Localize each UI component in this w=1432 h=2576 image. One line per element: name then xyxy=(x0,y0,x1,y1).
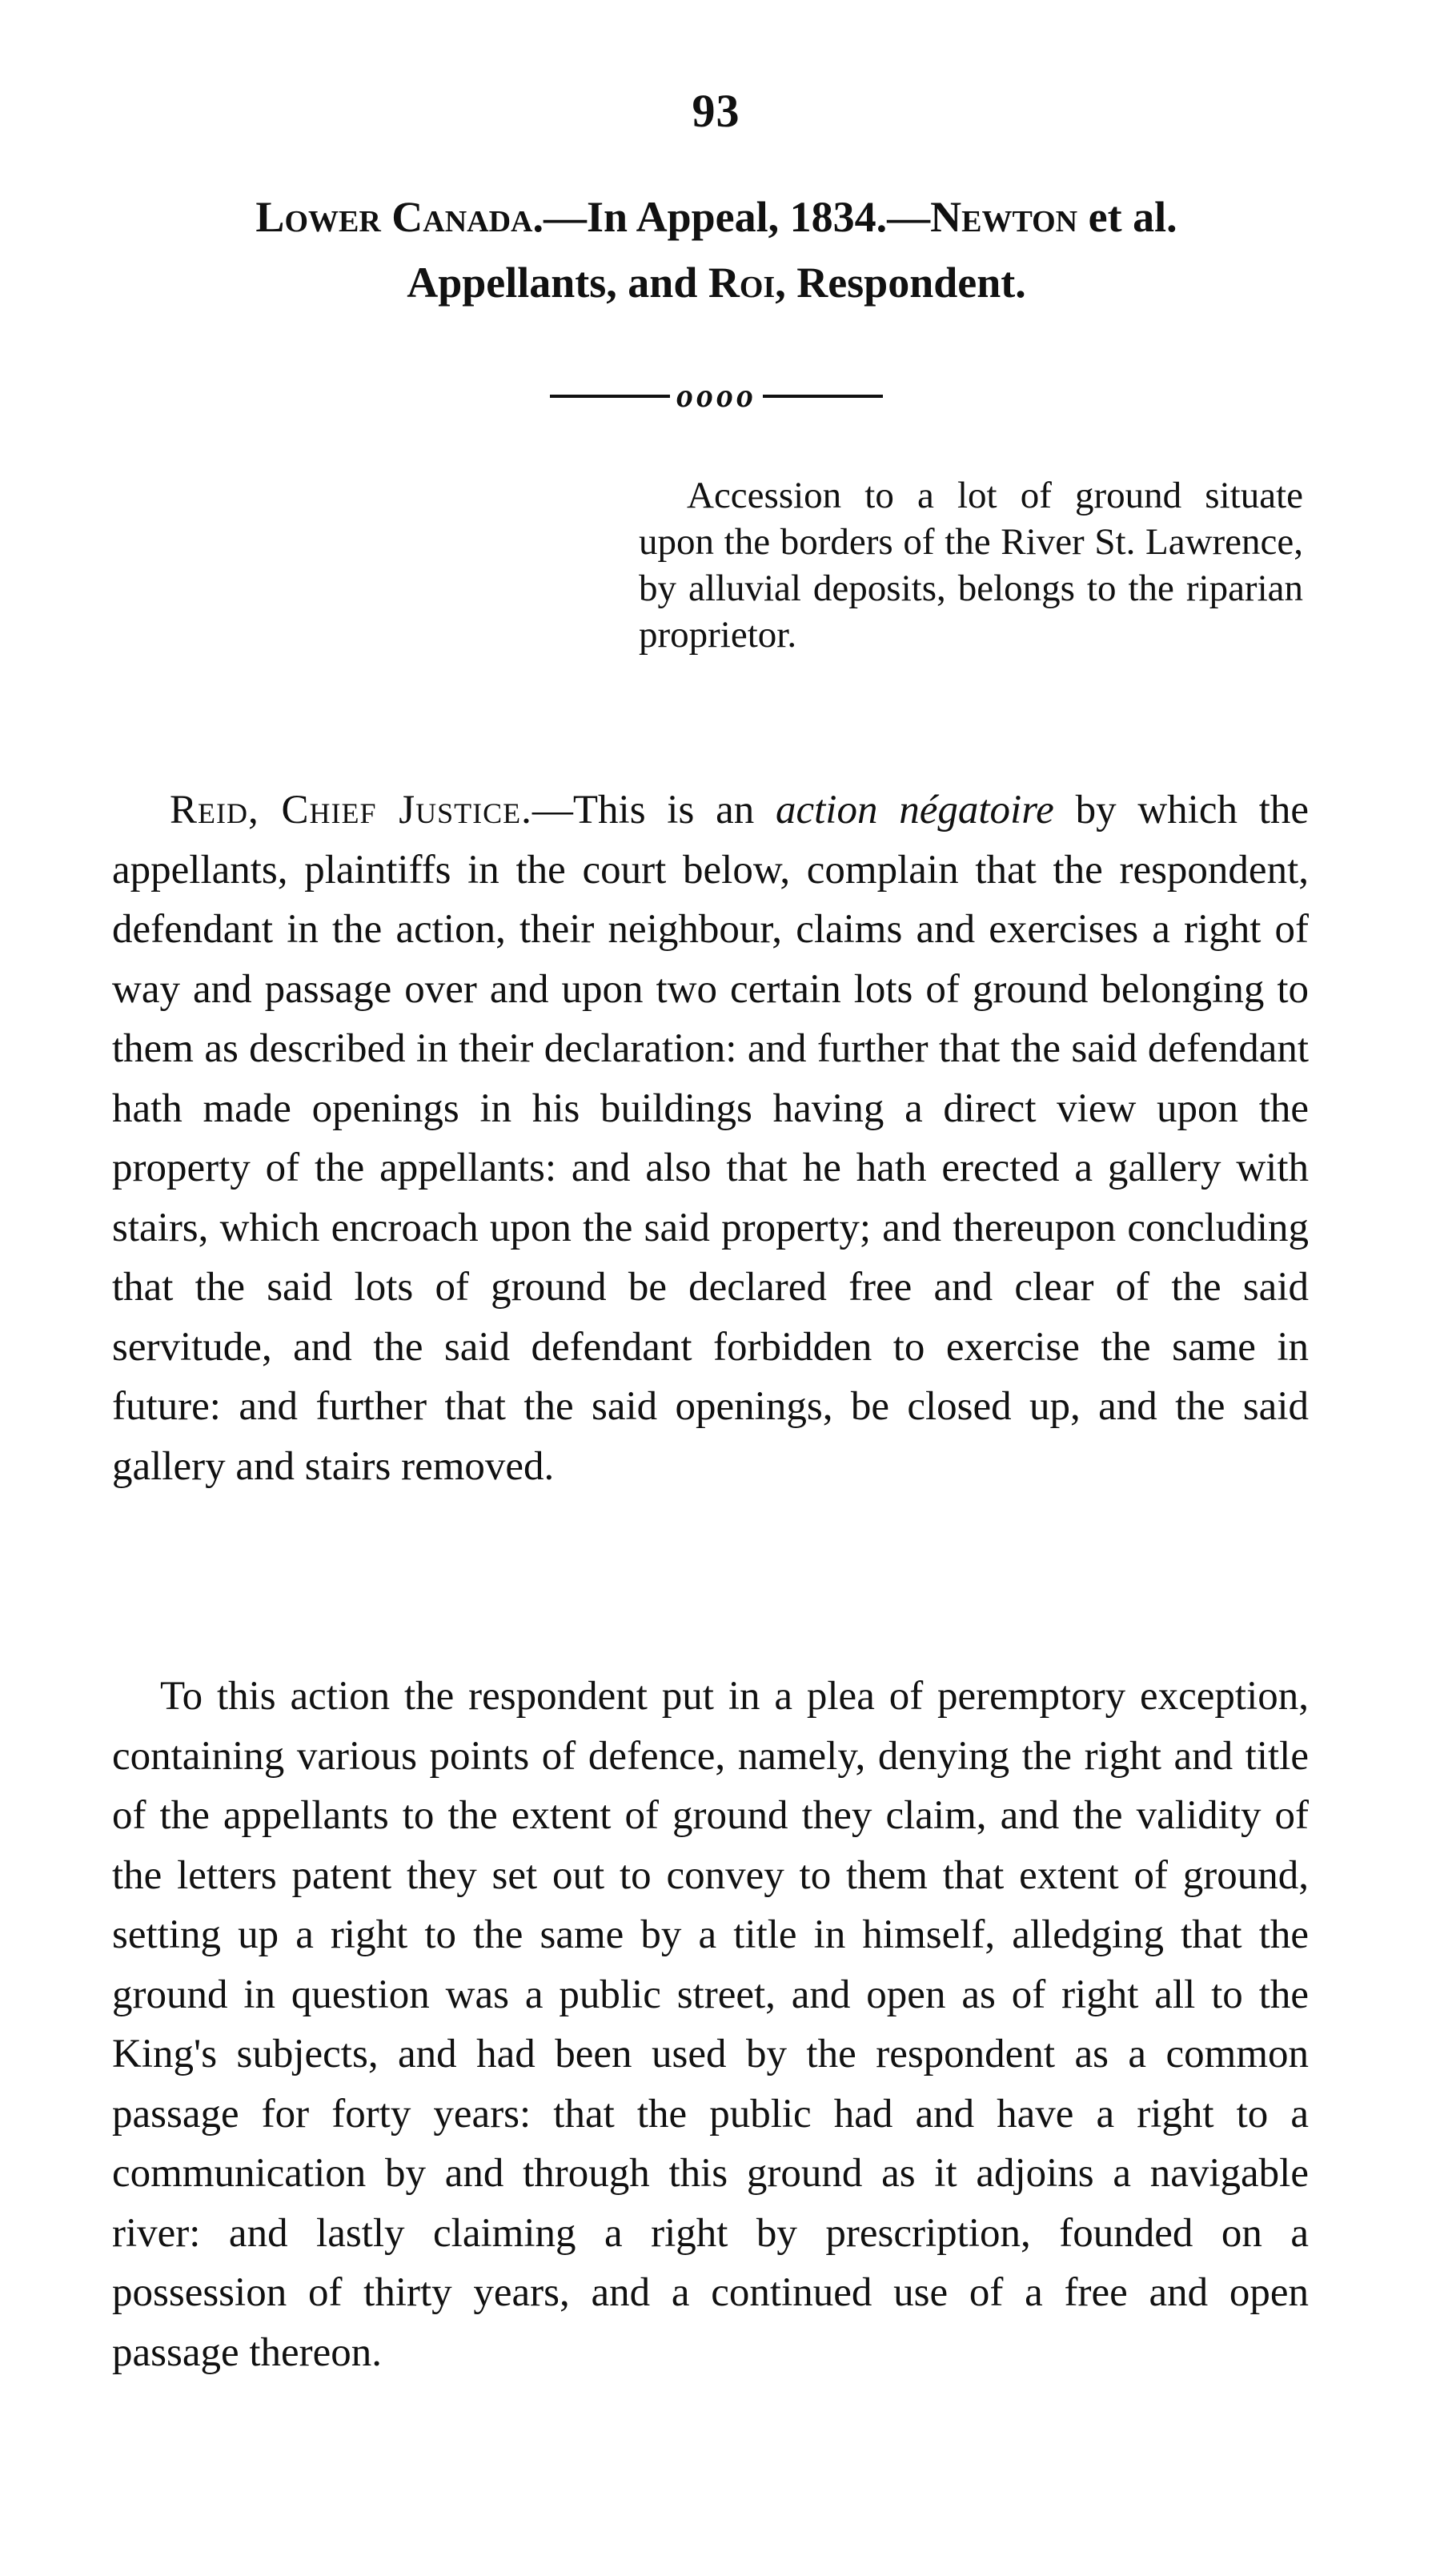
divider-rule-left xyxy=(550,395,670,398)
case-heading-line-2 xyxy=(144,250,1289,315)
section-divider xyxy=(536,372,897,420)
opinion-intro: —This is an xyxy=(531,788,755,833)
opinion-paragraph-1 xyxy=(112,780,1309,1496)
paragraph-1-text: by which the appellants, plaintiffs in the court below, complain that the respondent, defendant in the action, their neighbour, claims and exercises a right of way and passage over and upon two certain lots of ground belonging to them as described in their declaration: and further that the said defendant hath made openings in his buildings having a direct view upon the property of the appellants: and also that he hath erected a gallery with stairs, which encroach upon the said property; and thereupon concluding that the said lots of ground be declared free and clear of the said servitude, and the said defendant forbidden to exercise the same in future: and further that the said openings, be closed up, and the said gallery and stairs removed. xyxy=(112,788,1310,1489)
speaker-name: Reid, Chief Justice. xyxy=(170,788,532,833)
opinion-paragraph-2: To this action the respondent put in a plea of peremptory exception, containing various points of defence, namely, denying the right and title of the appellants to the extent of ground they claim, and the validity of the letters patent they set out to convey to them that extent of ground, setting up a right to the same by a title in himself, alledging that the ground in question was a public street, and open as of right all to the King's subjects, and had been used by the respondent as a common passage for forty years: that the public had and have a right to a communication by and through this ground as it adjoins a navigable river: and lastly claiming a right by prescription, founded on a possession of thirty years, and a continued use of a free and open passage thereon. xyxy=(112,1674,1309,2375)
divider-ornament: oooo xyxy=(676,378,756,415)
headnote: Accession to a lot of ground situate upon the borders of the River St. Lawrence, by alluvial deposits, belongs to the riparian proprietor. xyxy=(639,475,1303,656)
respondent-role: , Respondent. xyxy=(775,259,1026,307)
action-term: action négatoire xyxy=(775,788,1054,833)
appeal-text: —In Appeal, 1834.— xyxy=(544,193,931,241)
appellants-role: Appellants, and xyxy=(407,259,698,307)
divider-rule-right xyxy=(763,395,883,398)
page-number: 93 xyxy=(692,85,740,137)
case-heading xyxy=(144,184,1289,315)
case-heading-line-1 xyxy=(144,184,1289,250)
court-label: Lower Canada. xyxy=(255,193,544,241)
respondent-party: Roi xyxy=(708,259,776,307)
appellant-suffix: et al. xyxy=(1088,193,1177,241)
appellant-party: Newton xyxy=(930,193,1078,241)
